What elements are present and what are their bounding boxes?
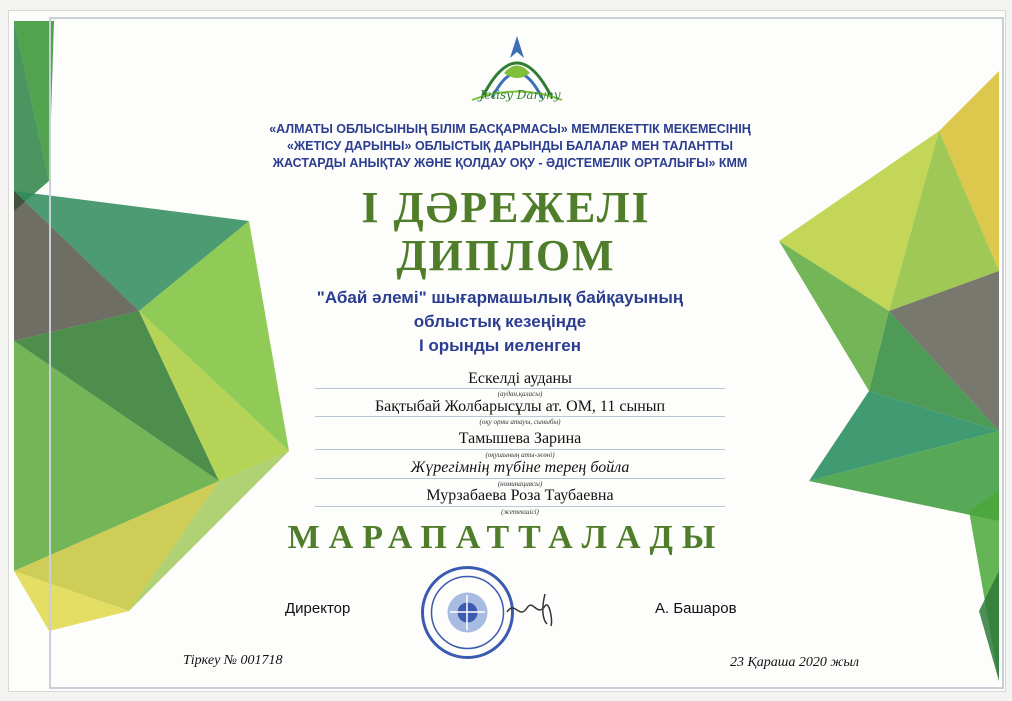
school-field: Бақтыбай Жолбарысұлы ат. ОМ, 11 сынып [374,398,666,415]
school-hint: (оқу орны атауы, сыныбы) [479,418,561,426]
student-field: Тамышева Зарина [458,430,582,447]
district-hint: (аудан,қаласы) [497,390,543,398]
district-line [315,388,725,389]
official-stamp [420,565,515,660]
organization-line-3: ЖАСТАРДЫ АНЫҚТАУ ЖӘНЕ ҚОЛДАУ ОҚУ - ӘДІСТЕМЕЛІК ОРТАЛЫҒЫ» КММ [272,156,748,170]
subtitle-line-2: облыстық кезеңінде [413,312,587,331]
school-line [315,416,725,417]
organization-line-2: «ЖЕТІСУ ДАРЫНЫ» ОБЛЫСТЫҚ ДАРЫНДЫ БАЛАЛАР МЕН ТАЛАНТТЫ [286,139,734,153]
subtitle-line-3: І орынды иеленген [418,336,582,355]
nomination-hint: (номинациясы) [497,480,543,488]
issue-date: 23 Қараша 2020 жыл [730,655,859,670]
district-field: Ескелді ауданы [468,370,572,387]
diploma-title: ДИПЛОМ [396,231,616,280]
nomination-field: Жүрегімнің түбіне терең бойла [410,459,630,476]
logo-text: Jetisy Daryny [479,88,561,102]
degree-title: І ДӘРЕЖЕЛІ [361,183,651,232]
supervisor-hint: (жетекшісі) [501,508,539,516]
award-heading: МАРАПАТТАЛАДЫ [287,519,725,556]
director-signature [505,590,565,630]
supervisor-field: Мурзабаева Роза Таубаевна [426,487,614,504]
supervisor-line [315,506,725,507]
nomination-line [315,478,725,479]
organization-line-1: «АЛМАТЫ ОБЛЫСЫНЫҢ БІЛІМ БАСҚАРМАСЫ» МЕМЛЕКЕТТІК МЕКЕМЕСІНІҢ [269,122,751,136]
registration-number: Тіркеу № 001718 [183,653,283,668]
director-name: А. Башаров [655,600,737,617]
subtitle-line-1: "Абай әлемі" шығармашылық байқауының [316,288,684,307]
director-label: Директор [285,600,351,617]
student-hint: (оқушының аты-жөні) [485,451,555,459]
student-line [315,449,725,450]
